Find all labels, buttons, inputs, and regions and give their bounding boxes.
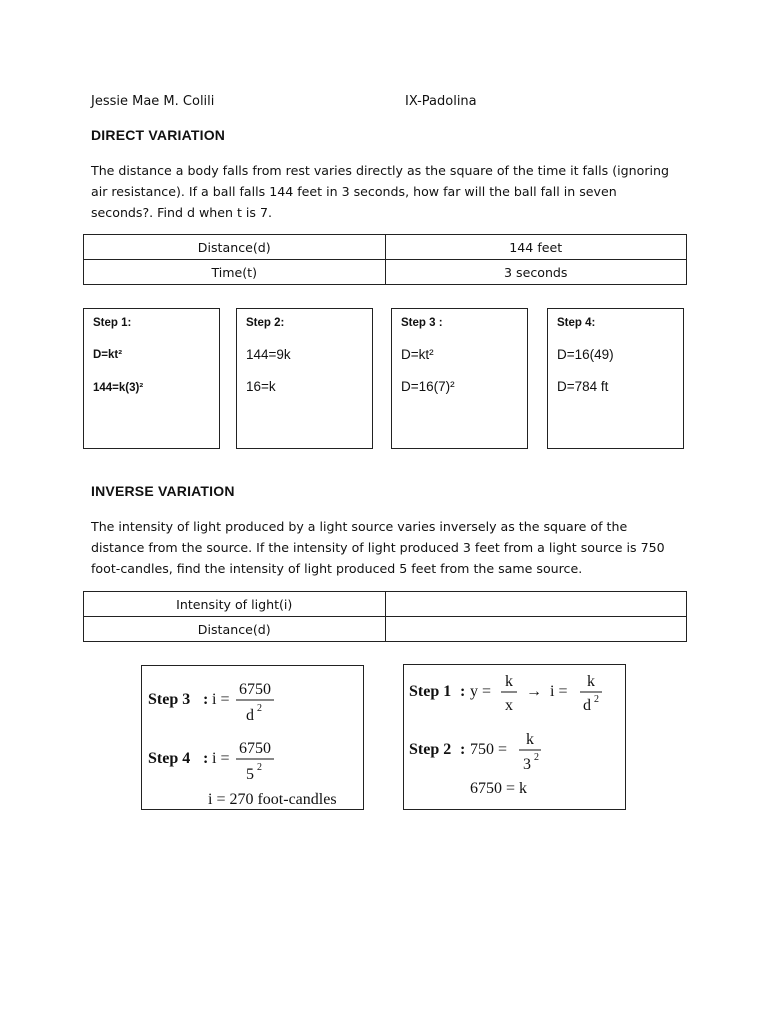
- step1-x: x: [505, 697, 513, 714]
- step-box-2: [236, 308, 373, 449]
- step4-exponent: 2: [257, 762, 262, 773]
- table-row: [84, 592, 687, 617]
- step-box-4: [547, 308, 684, 449]
- step-title: Step 2:: [246, 317, 285, 329]
- step1-i: i =: [550, 683, 568, 700]
- inverse-steps-3-4-equations: [142, 666, 363, 809]
- table-cell-value: 144 feet: [385, 235, 687, 260]
- student-name: Jessie Mae M. Colili: [91, 94, 215, 109]
- step1-label: Step 1: [409, 683, 452, 700]
- direct-given-table: [83, 234, 687, 285]
- step4-numerator: 6750: [239, 740, 271, 757]
- step2-label: Step 2: [409, 741, 452, 758]
- table-cell-label: Intensity of light(i): [84, 592, 386, 617]
- step1-exponent: 2: [594, 694, 599, 705]
- step3-denominator: d: [246, 707, 254, 724]
- step1-k2: k: [587, 673, 595, 690]
- step2-k: k: [526, 731, 534, 748]
- table-row: [84, 260, 687, 285]
- step4-label: Step 4: [148, 750, 191, 767]
- direct-variation-title: DIRECT VARIATION: [91, 127, 226, 143]
- svg-text::: :: [203, 691, 209, 708]
- step-line-2: D=784 ft: [557, 379, 609, 394]
- inverse-given-table: [83, 591, 687, 642]
- direct-variation-problem: The distance a body falls from rest varies directly as the square of the time it falls (ignoring air resistance). If a ball falls 144 feet in 3 seconds, how far will the ball fall in seven seconds?. Find d when t is 7.: [91, 163, 669, 220]
- step-title: Step 1:: [93, 317, 132, 329]
- table-row: [84, 235, 687, 260]
- inverse-steps-1-2-box: [403, 664, 626, 810]
- table-row: [84, 617, 687, 642]
- step-title: Step 4:: [557, 317, 596, 329]
- step3-label: Step 3: [148, 691, 191, 708]
- table-cell-label: Distance(d): [84, 235, 386, 260]
- step-line-1: 144=9k: [246, 347, 291, 362]
- table-cell-value: [385, 592, 687, 617]
- step-line-1: D=kt²: [93, 349, 123, 361]
- arrow-icon: →: [526, 683, 542, 700]
- step3-numerator: 6750: [239, 681, 271, 698]
- step4-denominator: 5: [246, 766, 254, 783]
- step-line-2: D=16(7)²: [401, 379, 455, 394]
- step-line-2: 144=k(3)²: [93, 382, 144, 394]
- step1-y: y =: [470, 683, 492, 700]
- result-line: i = 270 foot-candles: [208, 791, 337, 808]
- step1-d: d: [583, 697, 591, 714]
- step1-k1: k: [505, 673, 513, 690]
- table-cell-label: Distance(d): [84, 617, 386, 642]
- step-line-2: 16=k: [246, 379, 276, 394]
- step-title: Step 3 :: [401, 317, 443, 329]
- inverse-steps-3-4-box: [141, 665, 364, 810]
- inverse-variation-title: INVERSE VARIATION: [91, 483, 235, 499]
- step-line-1: D=kt²: [401, 347, 434, 362]
- step4-var: i =: [212, 750, 230, 767]
- inverse-steps-1-2-equations: [404, 665, 625, 809]
- step2-result: 6750 = k: [470, 780, 528, 797]
- table-cell-label: Time(t): [84, 260, 386, 285]
- svg-text::: :: [203, 750, 209, 767]
- step2-lhs: 750 =: [470, 741, 508, 758]
- svg-text::: :: [460, 741, 466, 758]
- step3-exponent: 2: [257, 703, 262, 714]
- student-section: IX-Padolina: [405, 94, 477, 109]
- step2-exponent: 2: [534, 752, 539, 763]
- table-cell-value: 3 seconds: [385, 260, 687, 285]
- inverse-variation-problem: The intensity of light produced by a light source varies inversely as the square of the distance from the source. If the intensity of light produced 3 feet from a light source is 750 foot-candles, find the intensity of light produced 5 feet from the same source.: [91, 519, 665, 576]
- step3-var: i =: [212, 691, 230, 708]
- step-box-3: [391, 308, 528, 449]
- svg-text::: :: [460, 683, 466, 700]
- step-box-1: [83, 308, 220, 449]
- step2-denominator: 3: [523, 756, 531, 773]
- table-cell-value: [385, 617, 687, 642]
- step-line-1: D=16(49): [557, 347, 614, 362]
